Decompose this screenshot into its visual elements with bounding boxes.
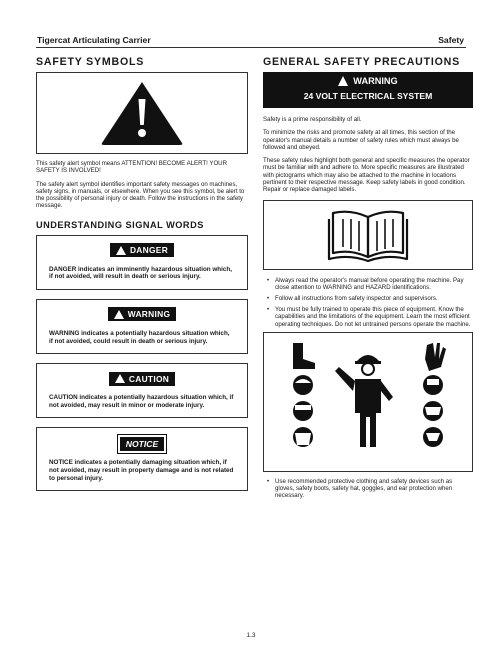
warning-text: WARNING indicates a potentially hazardous situation which, if not avoided, could result in death or serious injury. <box>49 329 230 345</box>
alert-triangle-icon <box>114 310 124 319</box>
open-book-icon <box>325 207 411 263</box>
safety-alert-symbol-box <box>36 72 248 154</box>
manual-title: Tigercat Articulating Carrier <box>37 35 151 45</box>
left-column <box>36 55 248 500</box>
rules-list <box>263 277 473 328</box>
symbol-meaning-text: This safety alert symbol means ATTENTION! BECOME ALERT! YOUR SAFETY IS INVOLVED! <box>36 160 227 175</box>
header-rule <box>36 47 466 48</box>
section-name: Safety <box>438 35 464 45</box>
intro-para: Safety is a prime responsibility of all. <box>263 116 362 123</box>
warning-box <box>36 299 248 354</box>
list-item: • Use recommended protective clothing and safety devices such as gloves, safety boots, safety hat, goggles, and ear protection when necessary. <box>275 478 473 500</box>
notice-label: NOTICE <box>118 435 166 453</box>
alert-triangle-icon <box>338 76 348 86</box>
page-number: 1.3 <box>246 632 256 639</box>
protective-equipment-icon <box>283 337 453 467</box>
right-column <box>263 55 473 504</box>
ppe-list <box>263 478 473 500</box>
notice-text: NOTICE indicates a potentially damaging situation which, if not avoided, may result in property damage and is not related to personal injury. <box>49 459 234 482</box>
symbol-description-text: The safety alert symbol identifies important safety messages on machines, safety signs, in manuals, or elsewhere. When you see this symbol, be alert to the possibility of personal injury or death. Follow the instructions in the safety message. <box>36 180 245 210</box>
warning-banner <box>263 72 473 108</box>
ppe-pictogram-box <box>263 332 473 472</box>
safety-rules-para: These safety rules highlight both general and specific measures the operator must be familiar with and adhere to. More specific measures are illustrated with pictograms which may also be attached to the machine in locations pertinent to their respective message. Keep safety labels in good condition. Repair or replace damaged labels. <box>263 157 470 194</box>
warning-label: WARNING <box>108 307 177 321</box>
danger-text: DANGER indicates an imminently hazardous situation which, if not avoided, will result in death or serious injury. <box>49 265 232 281</box>
safety-alert-icon <box>99 79 185 147</box>
alert-triangle-icon <box>116 246 126 255</box>
list-item: • You must be fully trained to operate this piece of equipment. Know the capabilities and the limitations of the equipment. Learn the most efficient operating techniques. Do not let untrained persons operate the machine. <box>275 306 473 328</box>
general-precautions-heading: GENERAL SAFETY PRECAUTIONS <box>263 56 460 68</box>
caution-box <box>36 363 248 418</box>
signal-words-heading: UNDERSTANDING SIGNAL WORDS <box>36 219 204 230</box>
list-item: • Follow all instructions from safety inspector and supervisors. <box>275 295 473 302</box>
danger-box <box>36 235 248 290</box>
danger-label: DANGER <box>110 243 174 257</box>
warning-banner-label: WARNING <box>353 76 398 86</box>
manual-pictogram-box <box>263 200 473 270</box>
caution-text: CAUTION indicates a potentially hazardous situation which, if not avoided, may result in minor or moderate injury. <box>49 394 234 409</box>
list-item: • Always read the operator's manual before operating the machine. Pay close attention to WARNING and HAZARD identifications. <box>275 277 473 291</box>
caution-label: CAUTION <box>109 372 175 386</box>
safety-symbols-heading: SAFETY SYMBOLS <box>36 56 145 68</box>
notice-box <box>36 427 248 491</box>
warning-banner-subtitle: 24 VOLT ELECTRICAL SYSTEM <box>303 91 433 101</box>
minimize-risks-para: To minimize the risks and promote safety at all times, this section of the operator's manual details a number of safety rules which must always be followed and obeyed. <box>263 129 459 151</box>
alert-triangle-icon <box>115 374 125 383</box>
